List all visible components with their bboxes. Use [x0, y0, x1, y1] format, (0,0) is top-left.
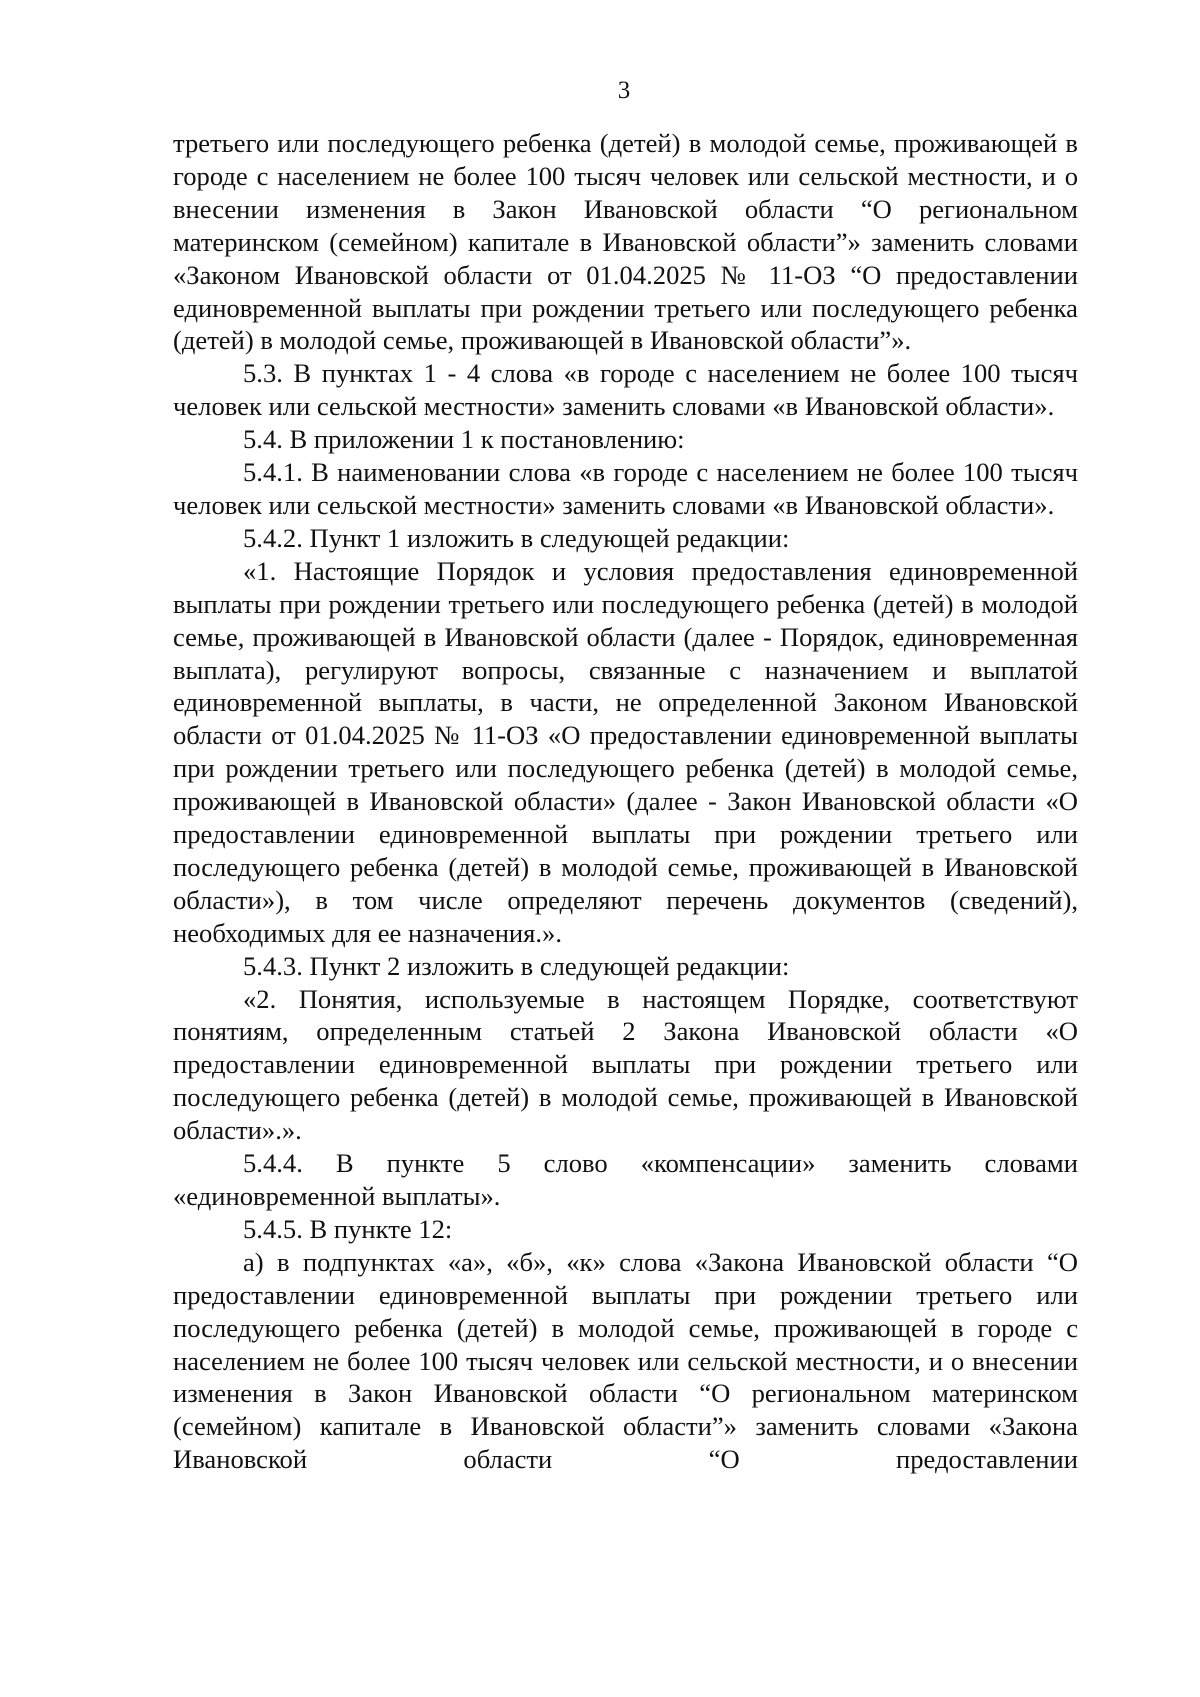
- paragraph-5-3: 5.3. В пунктах 1 - 4 слова «в городе с населением не более 100 тысяч человек или сельской местности» заменить словами «в Ивановской области».: [173, 358, 1078, 422]
- paragraph-5-4-2: 5.4.2. Пункт 1 изложить в следующей редакции:: [243, 522, 790, 553]
- paragraph-5-4-1: 5.4.1. В наименовании слова «в городе с населением не более 100 тысяч человек или сельской местности» заменить словами «в Ивановской области».: [173, 457, 1078, 520]
- paragraph-continuation: третьего или последующего ребенка (детей) в молодой семье, проживающей в городе с населением не более 100 тысяч человек или сельской местности, и о внесении изменения в Закон Ивановской области “О региональном материнском (семейном) капитале в Ивановской области”» заменить словами «Законом Ивановской области от 01.04.2025 № 11-ОЗ “О предоставлении единовременной выплаты при рождении третьего или последующего ребенка (детей) в молодой семье, проживающей в Ивановской области”».: [173, 128, 1078, 356]
- paragraph-5-4: 5.4. В приложении 1 к постановлению:: [243, 424, 685, 455]
- paragraph-5-4-3: 5.4.3. Пункт 2 изложить в следующей редакции:: [243, 950, 790, 981]
- paragraph-5-4-5: 5.4.5. В пункте 12:: [243, 1213, 453, 1244]
- paragraph-5-4-4: 5.4.4. В пункте 5 слово «компенсации» заменить словами «единовременной выплаты».: [173, 1148, 1078, 1211]
- paragraph-clause-1: «1. Настоящие Порядок и условия предоставления единовременной выплаты при рождении третьего или последующего ребенка (детей) в молодой семье, проживающей в Ивановской области (далее - Порядок, единовременная выплата), регулируют вопросы, связанные с назначением и выплатой единовременной выплаты, в части, не определенной Законом Ивановской области от 01.04.2025 № 11-ОЗ «О предоставлении единовременной выплаты при рождении третьего или последующего ребенка (детей) в молодой семье, проживающей в Ивановской области» (далее - Закон Ивановской области «О предоставлении единовременной выплаты при рождении третьего или последующего ребенка (детей) в молодой семье, проживающей в Ивановской области»), в том числе определяют перечень документов (сведений), необходимых для ее назначения.».: [173, 555, 1078, 948]
- paragraph-clause-2: «2. Понятия, используемые в настоящем Порядке, соответствуют понятиям, определенным статьей 2 Закона Ивановской области «О предоставлении единовременной выплаты при рождении третьего или последующего ребенка (детей) в молодой семье, проживающей в Ивановской области».».: [173, 983, 1078, 1146]
- document-body: [173, 127, 1078, 1476]
- page-number: 3: [617, 77, 631, 104]
- paragraph-subclause-a: а) в подпунктах «а», «б», «к» слова «Закона Ивановской области “О предоставлении единовременной выплаты при рождении третьего или последующего ребенка (детей) в молодой семье, проживающей в городе с населением не более 100 тысяч человек или сельской местности, и о внесении изменения в Закон Ивановской области “О региональном материнском (семейном) капитале в Ивановской области”» заменить словами «Закона Ивановской области “О предоставлении: [173, 1246, 1078, 1475]
